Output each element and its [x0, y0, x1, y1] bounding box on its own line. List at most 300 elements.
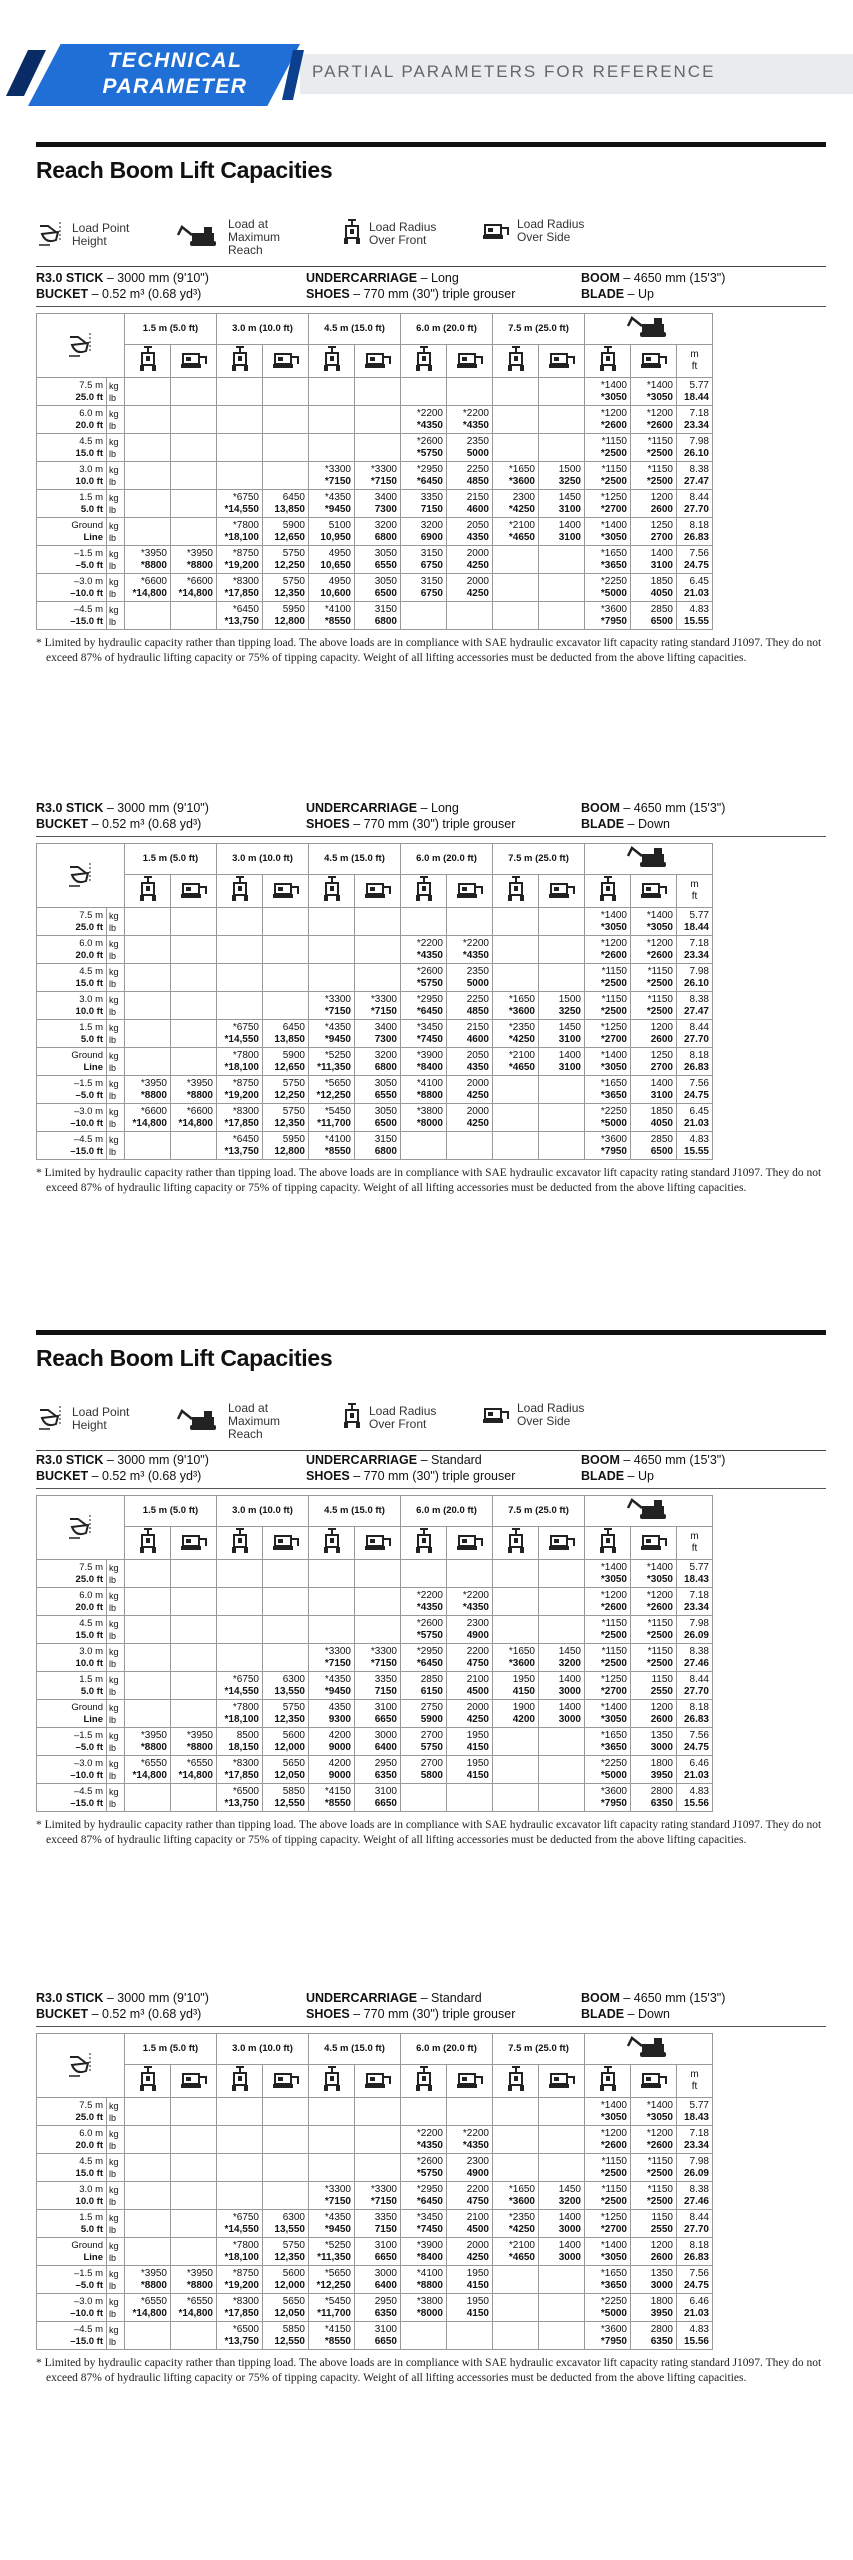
capacity-cell: *2950 *6450 [401, 1644, 447, 1672]
capacity-cell: *2250 *5000 [585, 1104, 631, 1132]
radius-header: 6.0 m (20.0 ft) [401, 314, 493, 345]
lift-capacity-table [36, 843, 713, 1160]
capacity-cell [171, 490, 217, 518]
load-over-side-icon [639, 892, 669, 903]
capacity-cell: 3200 6800 [355, 1048, 401, 1076]
over-front-header [401, 1527, 447, 1560]
load-over-front-icon [137, 895, 159, 906]
capacity-cell: 1400 3000 [539, 2210, 585, 2238]
capacity-cell [539, 2266, 585, 2294]
radius-header: 6.0 m (20.0 ft) [401, 844, 493, 875]
capacity-cell [493, 936, 539, 964]
section-title: Reach Boom Lift Capacities [36, 157, 333, 183]
capacity-cell [493, 2126, 539, 2154]
capacity-cell: *8300 *17,850 [217, 574, 263, 602]
load-over-side-icon [179, 892, 209, 903]
capacity-cell: *1150 *2500 [585, 434, 631, 462]
capacity-cell: 5650 12,050 [263, 2294, 309, 2322]
height-label: –3.0 m –10.0 ft [37, 2294, 107, 2322]
capacity-cell [125, 908, 171, 936]
capacity-cell [401, 1560, 447, 1588]
table-row [37, 1076, 713, 1104]
unit-label: kg lb [107, 1728, 125, 1756]
capacity-cell: 3350 7150 [401, 490, 447, 518]
capacity-cell [171, 964, 217, 992]
capacity-cell: 3400 7300 [355, 1020, 401, 1048]
capacity-cell [539, 1784, 585, 1812]
capacity-cell [263, 908, 309, 936]
capacity-block-1 [36, 270, 826, 666]
unit-label: kg lb [107, 908, 125, 936]
over-side-header [263, 345, 309, 378]
load-over-front-icon [597, 1547, 619, 1558]
capacity-cell: *5450 *11,700 [309, 1104, 355, 1132]
capacity-cell: *2100 *4650 [493, 2238, 539, 2266]
capacity-cell [171, 378, 217, 406]
unit-label: kg lb [107, 1076, 125, 1104]
capacity-cell [171, 518, 217, 546]
blade-spec: BLADE – Down [581, 2007, 670, 2021]
capacity-cell: *1150 *2500 [631, 2154, 677, 2182]
shoes-spec: SHOES – 770 mm (30") triple grouser [306, 1469, 516, 1483]
capacity-cell: 3000 6400 [355, 2266, 401, 2294]
capacity-cell [263, 462, 309, 490]
over-side-header [355, 1527, 401, 1560]
load-over-front-icon [505, 1547, 527, 1558]
height-label: 6.0 m 20.0 ft [37, 1588, 107, 1616]
capacity-cell: *1400 *3050 [585, 2238, 631, 2266]
section-header-1 [36, 142, 826, 184]
capacity-cell: *1250 *2700 [585, 1020, 631, 1048]
capacity-cell: *4100 *8800 [401, 1076, 447, 1104]
capacity-cell: 5.77 18.44 [677, 378, 713, 406]
capacity-cell: 2350 5000 [447, 964, 493, 992]
radius-header: 4.5 m (15.0 ft) [309, 844, 401, 875]
capacity-cell [171, 1048, 217, 1076]
capacity-cell: *1200 *2600 [631, 1588, 677, 1616]
unit-label: kg lb [107, 1104, 125, 1132]
capacity-cell [171, 992, 217, 1020]
capacity-cell [263, 2182, 309, 2210]
capacity-cell: *8750 *19,200 [217, 2266, 263, 2294]
capacity-cell: *3800 *8000 [401, 1104, 447, 1132]
capacity-cell: 3350 7150 [355, 2210, 401, 2238]
unit-label: kg lb [107, 406, 125, 434]
capacity-cell [355, 1588, 401, 1616]
table-row [37, 462, 713, 490]
capacity-cell: 1200 2600 [631, 1700, 677, 1728]
capacity-cell: 2700 5750 [401, 1728, 447, 1756]
table-row [37, 936, 713, 964]
capacity-cell: 5950 12,800 [263, 1132, 309, 1160]
table-row [37, 574, 713, 602]
table-row [37, 2238, 713, 2266]
load-point-height-header [37, 844, 125, 908]
capacity-cell: 5600 12,000 [263, 2266, 309, 2294]
capacity-cell: 1850 4050 [631, 1104, 677, 1132]
capacity-cell: *1650 *3650 [585, 1728, 631, 1756]
load-over-front-icon [229, 895, 251, 906]
load-over-side-icon [481, 219, 517, 244]
over-side-header [447, 345, 493, 378]
over-front-header [401, 875, 447, 908]
capacity-cell: 8.38 27.47 [677, 992, 713, 1020]
capacity-cell: *6450 *13,750 [217, 602, 263, 630]
capacity-cell [401, 2322, 447, 2350]
boom-spec: BOOM – 4650 mm (15'3") [581, 1991, 726, 2005]
capacity-cell: *6750 *14,550 [217, 490, 263, 518]
capacity-cell: *2600 *5750 [401, 2154, 447, 2182]
capacity-cell [539, 936, 585, 964]
capacity-cell: *1650 *3600 [493, 992, 539, 1020]
footnote: * Limited by hydraulic capacity rather than tipping load. The above loads are in compliance with SAE hydraulic excavator lift capacity rating standard J1097. They do not exceed 87% of hydraulic lifting capacity or 75% of tipping capacity. Weight of all lifting accessories must be deducted from the above lifting capacities. [36, 637, 822, 664]
load-over-side-icon [639, 362, 669, 373]
capacity-cell [125, 602, 171, 630]
load-point-height-header [37, 314, 125, 378]
load-over-front-icon [413, 2085, 435, 2096]
capacity-cell: *3950 *8800 [171, 1728, 217, 1756]
table-row [37, 1616, 713, 1644]
spec-info [36, 800, 826, 834]
load-over-front-icon [413, 895, 435, 906]
load-over-front-icon [321, 1547, 343, 1558]
height-label: Ground Line [37, 2238, 107, 2266]
capacity-cell: 5600 12,000 [263, 1728, 309, 1756]
capacity-cell: 2800 6350 [631, 1784, 677, 1812]
capacity-cell: *2200 *4350 [401, 936, 447, 964]
load-point-height-header [37, 1496, 125, 1560]
capacity-cell [171, 936, 217, 964]
capacity-cell: *2950 *6450 [401, 992, 447, 1020]
capacity-cell: 4950 10,650 [309, 546, 355, 574]
capacity-cell [355, 378, 401, 406]
capacity-cell: *3950 *8800 [125, 2266, 171, 2294]
over-front-header [401, 345, 447, 378]
capacity-cell: *5250 *11,350 [309, 2238, 355, 2266]
capacity-cell: 3100 6650 [355, 1700, 401, 1728]
capacity-cell: *8750 *19,200 [217, 546, 263, 574]
capacity-cell [217, 2098, 263, 2126]
capacity-cell: *4350 *9450 [309, 1672, 355, 1700]
over-front-header [585, 875, 631, 908]
height-label: Ground Line [37, 518, 107, 546]
footnote: * Limited by hydraulic capacity rather than tipping load. The above loads are in compliance with SAE hydraulic excavator lift capacity rating standard J1097. They do not exceed 87% of hydraulic lifting capacity or 75% of tipping capacity. Weight of all lifting accessories must be deducted from the above lifting capacities. [36, 2357, 822, 2384]
table-row [37, 1588, 713, 1616]
table-row [37, 908, 713, 936]
excavator-reach-icon [626, 332, 672, 343]
capacity-cell: 1850 4050 [631, 574, 677, 602]
load-over-front-icon [229, 2085, 251, 2096]
capacity-cell: 2100 4500 [447, 2210, 493, 2238]
capacity-cell [493, 2294, 539, 2322]
table-row [37, 1104, 713, 1132]
capacity-cell: *1400 *3050 [585, 518, 631, 546]
capacity-cell: *1150 *2500 [631, 992, 677, 1020]
height-label: 4.5 m 15.0 ft [37, 2154, 107, 2182]
capacity-cell [539, 434, 585, 462]
load-over-side-icon [455, 362, 485, 373]
load-over-front-icon [229, 365, 251, 376]
radius-header: 7.5 m (25.0 ft) [493, 314, 585, 345]
capacity-cell: 7.56 24.75 [677, 1076, 713, 1104]
capacity-cell: 2750 5900 [401, 1700, 447, 1728]
height-label: 3.0 m 10.0 ft [37, 2182, 107, 2210]
excavator-reach-icon [626, 862, 672, 873]
over-side-header [171, 1527, 217, 1560]
capacity-cell: 7.98 26.09 [677, 2154, 713, 2182]
capacity-cell [309, 434, 355, 462]
boom-spec: BOOM – 4650 mm (15'3") [581, 801, 726, 815]
load-over-front-icon [137, 365, 159, 376]
capacity-cell: 3100 6650 [355, 1784, 401, 1812]
capacity-cell: *3600 *7950 [585, 2322, 631, 2350]
capacity-cell: *1400 *3050 [585, 908, 631, 936]
height-label: 7.5 m 25.0 ft [37, 378, 107, 406]
unit-label: kg lb [107, 546, 125, 574]
load-over-front-icon [505, 2085, 527, 2096]
capacity-cell [171, 1020, 217, 1048]
capacity-cell: *3600 *7950 [585, 602, 631, 630]
capacity-cell: *6550 *14,800 [125, 2294, 171, 2322]
over-front-header [493, 1527, 539, 1560]
table-row [37, 2266, 713, 2294]
capacity-cell [263, 1588, 309, 1616]
load-over-side-icon [363, 892, 393, 903]
capacity-cell [125, 1020, 171, 1048]
table-row [37, 1560, 713, 1588]
capacity-cell: *7800 *18,100 [217, 518, 263, 546]
capacity-cell [539, 546, 585, 574]
capacity-cell [217, 2154, 263, 2182]
capacity-cell [539, 1076, 585, 1104]
capacity-cell: *1150 *2500 [631, 964, 677, 992]
capacity-cell: *3800 *8000 [401, 2294, 447, 2322]
capacity-cell [539, 908, 585, 936]
spec-divider [36, 1488, 826, 1489]
capacity-cell: *7800 *18,100 [217, 2238, 263, 2266]
load-over-front-icon [341, 1402, 369, 1433]
capacity-cell: 6450 13,850 [263, 490, 309, 518]
unit-label: kg lb [107, 964, 125, 992]
capacity-cell [539, 964, 585, 992]
capacity-cell: 3200 6800 [355, 518, 401, 546]
capacity-cell: 3150 6800 [355, 1132, 401, 1160]
capacity-cell: *2200 *4350 [401, 1588, 447, 1616]
capacity-cell [493, 434, 539, 462]
unit-label: kg lb [107, 2210, 125, 2238]
capacity-cell [539, 378, 585, 406]
capacity-cell: 3150 6750 [401, 546, 447, 574]
height-label: 3.0 m 10.0 ft [37, 992, 107, 1020]
capacity-cell: 2050 4350 [447, 518, 493, 546]
reach-unit-header: m ft [677, 1527, 713, 1560]
over-side-header [631, 2065, 677, 2098]
capacity-cell: *1250 *2700 [585, 490, 631, 518]
capacity-cell: 7.18 23.34 [677, 2126, 713, 2154]
capacity-cell: *1200 *2600 [585, 406, 631, 434]
capacity-cell: 2150 4600 [447, 1020, 493, 1048]
table-row [37, 2294, 713, 2322]
capacity-cell [447, 1132, 493, 1160]
capacity-cell [539, 2126, 585, 2154]
capacity-cell: *1200 *2600 [631, 406, 677, 434]
unit-label: kg lb [107, 1784, 125, 1812]
capacity-cell: *4100 *8800 [401, 2266, 447, 2294]
capacity-cell: *1400 *3050 [631, 378, 677, 406]
table-row [37, 964, 713, 992]
capacity-cell [263, 378, 309, 406]
capacity-cell: *1250 *2700 [585, 1672, 631, 1700]
over-front-header [125, 875, 171, 908]
capacity-cell [217, 992, 263, 1020]
capacity-cell: *3450 *7450 [401, 2210, 447, 2238]
capacity-cell: 1200 2600 [631, 2238, 677, 2266]
capacity-cell: 5750 12,250 [263, 546, 309, 574]
lift-capacity-table [36, 1495, 713, 1812]
stick-spec: R3.0 STICK – 3000 mm (9'10") [36, 801, 209, 815]
height-label: Ground Line [37, 1700, 107, 1728]
capacity-cell [125, 2154, 171, 2182]
over-front-header [125, 345, 171, 378]
stick-spec: R3.0 STICK – 3000 mm (9'10") [36, 271, 209, 285]
capacity-cell: *1150 *2500 [631, 2182, 677, 2210]
capacity-cell: 7.98 26.10 [677, 434, 713, 462]
unit-label: kg lb [107, 518, 125, 546]
capacity-cell: 7.18 23.34 [677, 936, 713, 964]
over-front-header [493, 2065, 539, 2098]
capacity-cell: *4150 *8550 [309, 2322, 355, 2350]
radius-header: 3.0 m (10.0 ft) [217, 844, 309, 875]
capacity-cell [493, 1076, 539, 1104]
capacity-cell: 1950 4150 [493, 1672, 539, 1700]
spec-info [36, 270, 826, 304]
capacity-cell: 8.38 27.47 [677, 462, 713, 490]
radius-header: 7.5 m (25.0 ft) [493, 844, 585, 875]
capacity-cell: *2200 *4350 [447, 2126, 493, 2154]
capacity-cell: *2350 *4250 [493, 2210, 539, 2238]
load-over-front-icon [505, 365, 527, 376]
height-label: 3.0 m 10.0 ft [37, 1644, 107, 1672]
capacity-cell: *1650 *3650 [585, 546, 631, 574]
capacity-cell [539, 1616, 585, 1644]
banner-title [80, 48, 270, 100]
over-side-header [539, 1527, 585, 1560]
capacity-cell: *8750 *19,200 [217, 1076, 263, 1104]
capacity-cell: 8.44 27.70 [677, 1672, 713, 1700]
unit-label: kg lb [107, 462, 125, 490]
capacity-cell: *2200 *4350 [401, 2126, 447, 2154]
capacity-cell: 2850 6500 [631, 602, 677, 630]
capacity-cell [125, 406, 171, 434]
table-row [37, 2210, 713, 2238]
capacity-cell [309, 378, 355, 406]
height-label: 1.5 m 5.0 ft [37, 1020, 107, 1048]
capacity-cell [125, 1588, 171, 1616]
over-front-header [493, 345, 539, 378]
capacity-cell: *2250 *5000 [585, 2294, 631, 2322]
capacity-cell: *1650 *3650 [585, 1076, 631, 1104]
unit-label: kg lb [107, 1644, 125, 1672]
table-row [37, 2182, 713, 2210]
capacity-cell [217, 462, 263, 490]
radius-header: 3.0 m (10.0 ft) [217, 314, 309, 345]
section-topbar [36, 1330, 826, 1335]
height-label: 1.5 m 5.0 ft [37, 2210, 107, 2238]
legend-label: Load Radius Over Front [369, 1403, 437, 1431]
over-side-header [263, 1527, 309, 1560]
undercarriage-spec: UNDERCARRIAGE – Standard [306, 1991, 482, 2005]
load-over-side-icon [547, 362, 577, 373]
capacity-cell: *3950 *8800 [125, 1728, 171, 1756]
excavator-reach-icon [176, 1407, 228, 1436]
height-label: –3.0 m –10.0 ft [37, 1756, 107, 1784]
capacity-cell: 2950 6350 [355, 2294, 401, 2322]
capacity-cell: *3450 *7450 [401, 1020, 447, 1048]
capacity-cell [171, 434, 217, 462]
capacity-cell: *3600 *7950 [585, 1784, 631, 1812]
capacity-cell: 5850 12,550 [263, 2322, 309, 2350]
unit-label: kg lb [107, 574, 125, 602]
capacity-cell: 7.98 26.10 [677, 964, 713, 992]
capacity-cell: *1150 *2500 [585, 2182, 631, 2210]
table-row [37, 2098, 713, 2126]
capacity-cell [125, 2182, 171, 2210]
capacity-cell: *1150 *2500 [585, 964, 631, 992]
capacity-cell [125, 434, 171, 462]
load-point-height-icon [36, 1402, 72, 1435]
capacity-cell [217, 378, 263, 406]
over-front-header [217, 2065, 263, 2098]
capacity-cell: 8.44 27.70 [677, 1020, 713, 1048]
capacity-cell [493, 964, 539, 992]
load-over-side-icon [639, 2082, 669, 2093]
capacity-cell: *1400 *3050 [585, 1700, 631, 1728]
capacity-cell: *1400 *3050 [631, 908, 677, 936]
capacity-cell: 1450 3200 [539, 2182, 585, 2210]
table-row [37, 1700, 713, 1728]
radius-header: 1.5 m (5.0 ft) [125, 314, 217, 345]
capacity-cell: 5.77 18.43 [677, 2098, 713, 2126]
legend-divider [36, 266, 826, 267]
capacity-cell [401, 2098, 447, 2126]
capacity-cell [493, 908, 539, 936]
capacity-cell [355, 434, 401, 462]
height-label: 4.5 m 15.0 ft [37, 1616, 107, 1644]
height-label: –1.5 m –5.0 ft [37, 2266, 107, 2294]
blade-spec: BLADE – Up [581, 1469, 654, 1483]
table-row [37, 1728, 713, 1756]
capacity-cell: 1450 3100 [539, 490, 585, 518]
over-front-header [401, 2065, 447, 2098]
capacity-cell [171, 1588, 217, 1616]
capacity-cell: *1150 *2500 [585, 992, 631, 1020]
capacity-cell: 2150 4600 [447, 490, 493, 518]
over-front-header [217, 875, 263, 908]
capacity-cell: *2250 *5000 [585, 1756, 631, 1784]
capacity-cell: *6600 *14,800 [171, 1104, 217, 1132]
capacity-cell [171, 2210, 217, 2238]
capacity-cell: *3600 *7950 [585, 1132, 631, 1160]
capacity-cell: 6.46 21.03 [677, 1756, 713, 1784]
legend-over-front [341, 1402, 449, 1433]
capacity-cell [447, 908, 493, 936]
capacity-cell [263, 1644, 309, 1672]
capacity-cell: 5750 12,350 [263, 2238, 309, 2266]
capacity-block-4 [36, 1990, 826, 2386]
capacity-cell [539, 1728, 585, 1756]
capacity-cell [217, 936, 263, 964]
banner-subtitle: PARTIAL PARAMETERS FOR REFERENCE [312, 62, 716, 81]
